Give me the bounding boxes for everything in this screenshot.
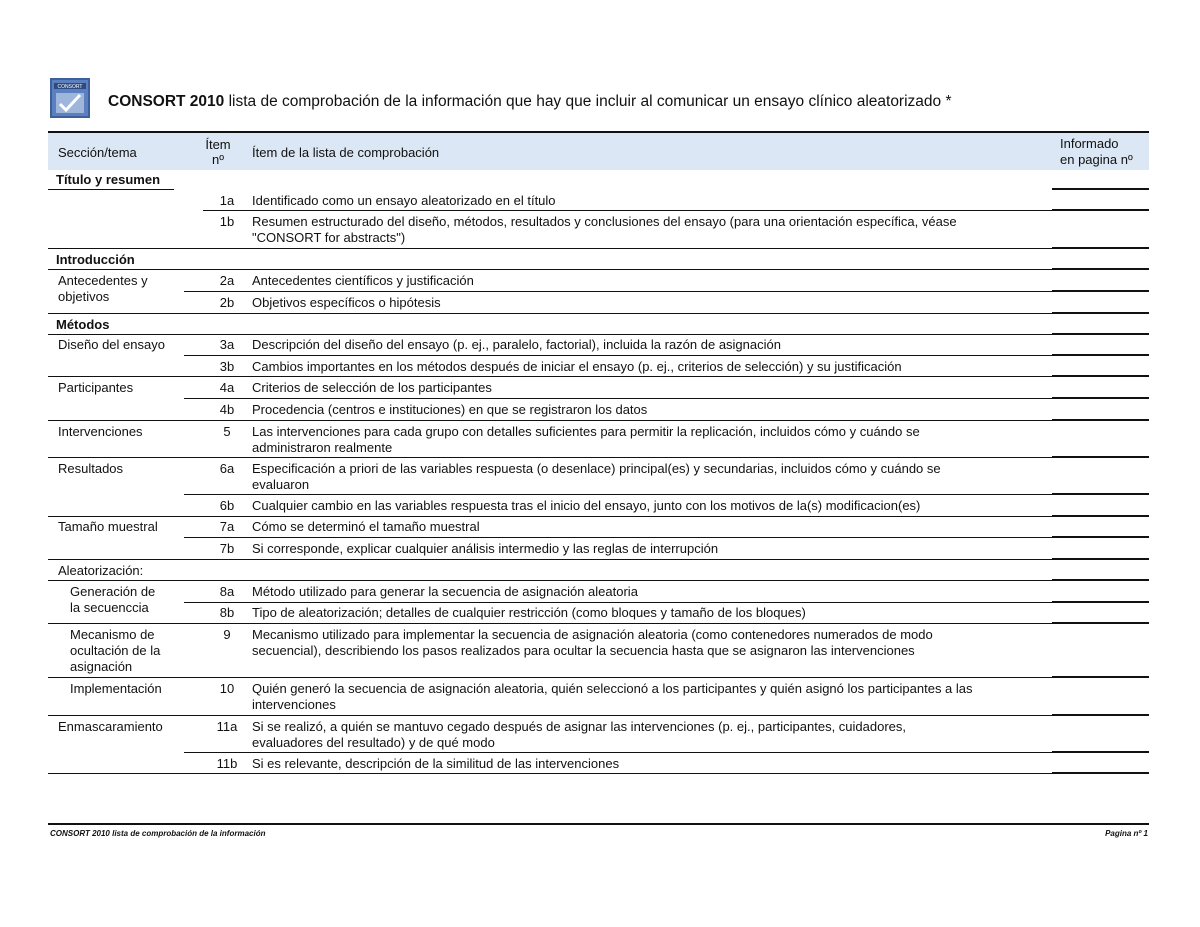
col-item-1: Ítem <box>205 137 231 152</box>
col-item-2: nº <box>212 152 224 167</box>
table-header <box>48 133 1149 170</box>
logo-text: CONSORT <box>57 84 83 90</box>
page-title: CONSORT 2010 lista de comprobación de la información que hay que incluir al comunicar un ensayo clínico aleatorizado * <box>108 93 952 110</box>
footer-page-number: Pagina nº 1 <box>1105 829 1148 838</box>
consort-logo <box>50 78 90 118</box>
col-check: Ítem de la lista de comprobación <box>252 145 440 160</box>
col-page-2: en pagina nº <box>1060 152 1133 167</box>
col-section: Sección/tema <box>58 145 137 160</box>
footer-left: CONSORT 2010 lista de comprobación de la información <box>50 829 266 838</box>
footer-line <box>48 823 1149 825</box>
col-page-1: Informado <box>1060 136 1119 151</box>
